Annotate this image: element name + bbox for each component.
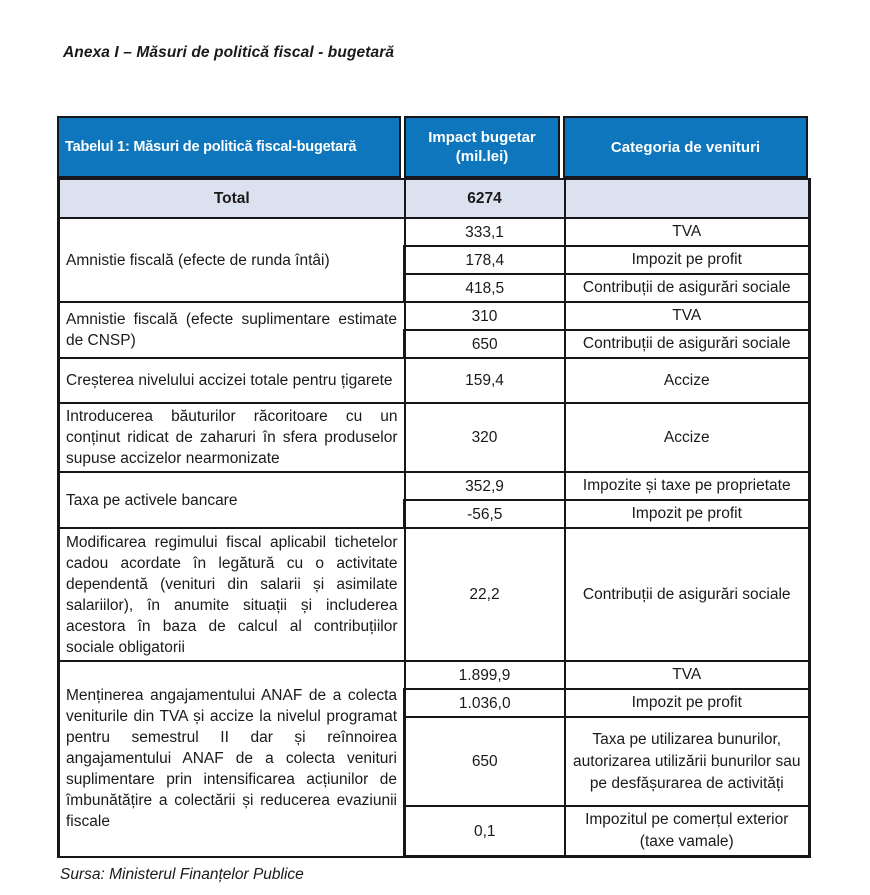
total-row [59, 179, 810, 218]
measure-cell: Introducerea băuturilor răcoritoare cu un conținut ridicat de zaharuri în sfera produselor supuse accizelor nearmonizate [59, 403, 405, 472]
total-label: Total [59, 179, 405, 218]
measure-cell: Amnistie fiscală (efecte suplimentare estimate de CNSP) [59, 302, 405, 358]
category-cell: Impozite și taxe pe proprietate [565, 472, 810, 500]
value-cell: 0,1 [405, 806, 565, 857]
value-cell: 178,4 [405, 246, 565, 274]
category-cell: Contribuții de asigurări sociale [565, 528, 810, 661]
table-header-row [57, 116, 808, 178]
category-cell: Impozit pe profit [565, 246, 810, 274]
table-row [59, 661, 810, 689]
category-cell: Contribuții de asigurări sociale [565, 330, 810, 358]
measure-cell: Creșterea nivelului accizei totale pentru țigarete [59, 358, 405, 403]
table-row [59, 358, 810, 403]
value-cell: 159,4 [405, 358, 565, 403]
category-cell: TVA [565, 661, 810, 689]
total-value: 6274 [405, 179, 565, 218]
measure-cell: Amnistie fiscală (efecte de runda întâi) [59, 218, 405, 302]
value-cell: 320 [405, 403, 565, 472]
table-row [59, 403, 810, 472]
measure-cell: Modificarea regimului fiscal aplicabil tichetelor cadou acordate în legătură cu o activitate dependentă (venituri din salarii și asimilate salariilor), în anumite situații și includerea acestora în baza de calcul al contribuțiilor sociale obligatorii [59, 528, 405, 661]
table-row [59, 302, 810, 330]
header-cell-revenue-category: Categoria de venituri [563, 116, 808, 178]
category-cell: TVA [565, 302, 810, 330]
fiscal-measures-table [57, 116, 808, 858]
category-cell: Impozitul pe comerțul exterior (taxe vamale) [565, 806, 810, 857]
category-cell: Impozit pe profit [565, 500, 810, 528]
header-cell-measures: Tabelul 1: Măsuri de politică fiscal-bugetară [57, 116, 401, 178]
category-cell: Taxa pe utilizarea bunurilor, autorizarea utilizării bunurilor sau pe desfășurarea de activități [565, 717, 810, 806]
value-cell: 310 [405, 302, 565, 330]
value-cell: 1.899,9 [405, 661, 565, 689]
page-title: Anexa I – Măsuri de politică fiscal - bugetară [63, 44, 395, 61]
value-cell: 1.036,0 [405, 689, 565, 717]
table-row [59, 218, 810, 246]
table-row [59, 472, 810, 500]
value-cell: 650 [405, 717, 565, 806]
measure-cell: Menținerea angajamentului ANAF de a colecta veniturile din TVA și accize la nivelul programat pentru semestrul II dar și reînnoirea angajamentului ANAF de a colecta venituri suplimentare prin intensificarea acțiunilor de îmbunătățire a colectării și reducerea evaziunii fiscale [59, 661, 405, 857]
table-row [59, 528, 810, 661]
table-body [57, 178, 811, 858]
header-cell-budget-impact: Impact bugetar (mil.lei) [404, 116, 560, 178]
value-cell: 333,1 [405, 218, 565, 246]
value-cell: 352,9 [405, 472, 565, 500]
document-page [0, 42, 870, 895]
category-cell: Contribuții de asigurări sociale [565, 274, 810, 302]
measure-cell: Taxa pe activele bancare [59, 472, 405, 528]
value-cell: 418,5 [405, 274, 565, 302]
category-cell: TVA [565, 218, 810, 246]
value-cell: 22,2 [405, 528, 565, 661]
total-category [565, 179, 810, 218]
category-cell: Impozit pe profit [565, 689, 810, 717]
value-cell: -56,5 [405, 500, 565, 528]
category-cell: Accize [565, 358, 810, 403]
value-cell: 650 [405, 330, 565, 358]
category-cell: Accize [565, 403, 810, 472]
source-note: Sursa: Ministerul Finanțelor Publice [60, 866, 304, 883]
